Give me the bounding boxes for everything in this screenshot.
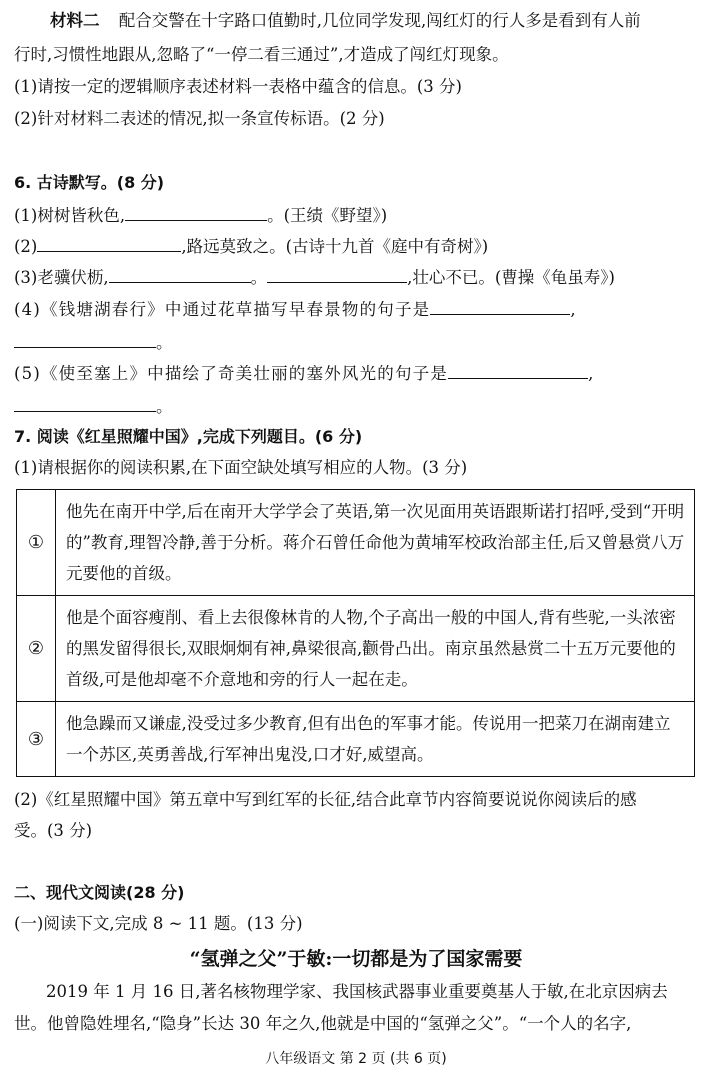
material2-text1: 配合交警在十字路口值勤时,几位同学发现,闯红灯的行人多是看到有人前 [118, 11, 641, 30]
q6-item4 [14, 298, 698, 321]
row-number: ① [17, 490, 56, 596]
q7-sub1: (1)请根据你的阅读积累,在下面空缺处填写相应的人物。(3 分) [14, 458, 468, 477]
answer-blank[interactable] [430, 298, 570, 315]
answer-blank[interactable] [14, 331, 156, 348]
article-para1-line2: 世。他曾隐姓埋名,“隐身”长达 30 年之久,他就是中国的“氢弹之父”。“一个人的名字, [14, 1014, 632, 1033]
material2-line2: 行时,习惯性地跟从,忽略了“一停二看三通过”,才造成了闯红灯现象。 [14, 45, 509, 64]
q6-item4-cont [14, 331, 698, 354]
q7-sub2-line2: 受。(3 分) [14, 821, 93, 840]
q6-item3-text: (3)老骥伏枥, [14, 268, 109, 287]
q6-item5-period: 。 [156, 397, 173, 416]
q6-item4-text: (4)《钱塘湖春行》中通过花草描写早春景物的句子是 [14, 300, 431, 319]
q6-item2-text: ,路远莫致之。(古诗十九首《庭中有奇树》) [181, 237, 489, 256]
answer-blank[interactable] [125, 204, 267, 221]
row-description: 他急躁而又谦虚,没受过多少教育,但有出色的军事才能。传说用一把菜刀在湖南建立一个苏区,英勇善战,行军神出鬼没,口才好,威望高。 [56, 702, 695, 777]
section2-part1: (一)阅读下文,完成 8 ~ 11 题。(13 分) [14, 914, 303, 933]
table-row [17, 702, 695, 777]
q6-item3 [14, 266, 698, 289]
page-footer: 八年级语文 第 2 页 (共 6 页) [265, 1051, 447, 1067]
q6-item5 [14, 362, 698, 385]
answer-blank[interactable] [448, 362, 588, 379]
q6-item4-period: 。 [156, 333, 173, 352]
q7-heading: 7. 阅读《红星照耀中国》,完成下列题目。(6 分) [14, 427, 363, 446]
q6-item2 [14, 235, 698, 258]
q5-sub2: (2)针对材料二表述的情况,拟一条宣传标语。(2 分) [14, 109, 385, 128]
q5-sub1: (1)请按一定的逻辑顺序表述材料一表格中蕴含的信息。(3 分) [14, 77, 462, 96]
material2-line1 [14, 10, 698, 32]
answer-blank[interactable] [267, 266, 407, 283]
row-description: 他先在南开中学,后在南开大学学会了英语,第一次见面用英语跟斯诺打招呼,受到“开明的”教育,理智冷静,善于分析。蒋介石曾任命他为黄埔军校政治部主任,后又曾悬赏八万元要他的首级。 [56, 490, 695, 596]
answer-blank[interactable] [109, 266, 251, 283]
q6-item1-source: 。(王绩《野望》) [267, 206, 388, 225]
q6-item2-num: (2) [14, 237, 38, 256]
q6-item4-comma: , [570, 300, 577, 319]
row-number: ③ [17, 702, 56, 777]
q6-item5-cont [14, 395, 698, 418]
row-description: 他是个面容瘦削、看上去很像林肯的人物,个子高出一般的中国人,背有些驼,一头浓密的黑发留得很长,双眼炯炯有神,鼻梁很高,颧骨凸出。南京虽然悬赏二十五万元要他的首级,可是他却毫不介意地和旁的行人一起在走。 [56, 596, 695, 702]
q7-sub2-line1: (2)《红星照耀中国》第五章中写到红军的长征,结合此章节内容简要说说你阅读后的感 [14, 790, 637, 809]
table-row [17, 596, 695, 702]
q6-item3-source: ,壮心不已。(曹操《龟虽寿》) [407, 268, 615, 287]
answer-blank[interactable] [14, 395, 156, 412]
answer-blank[interactable] [37, 235, 181, 252]
table-row [17, 490, 695, 596]
row-number: ② [17, 596, 56, 702]
character-table [16, 489, 695, 777]
q6-item1-text: (1)树树皆秋色, [14, 206, 126, 225]
article-para1-line1: 2019 年 1 月 16 日,著名核物理学家、我国核武器事业重要奠基人于敏,在北京因病去 [46, 982, 668, 1001]
section2-heading: 二、现代文阅读(28 分) [14, 883, 185, 902]
q6-item5-comma: , [588, 364, 595, 383]
article-title: “氢弹之父”于敏:一切都是为了国家需要 [189, 948, 523, 970]
q6-heading: 6. 古诗默写。(8 分) [14, 173, 165, 192]
q6-item5-text: (5)《使至塞上》中描绘了奇美壮丽的塞外风光的句子是 [14, 364, 449, 383]
material2-label: 材料二 [50, 11, 100, 30]
q6-item3-mid: 。 [250, 268, 268, 287]
q6-item1 [14, 204, 698, 227]
